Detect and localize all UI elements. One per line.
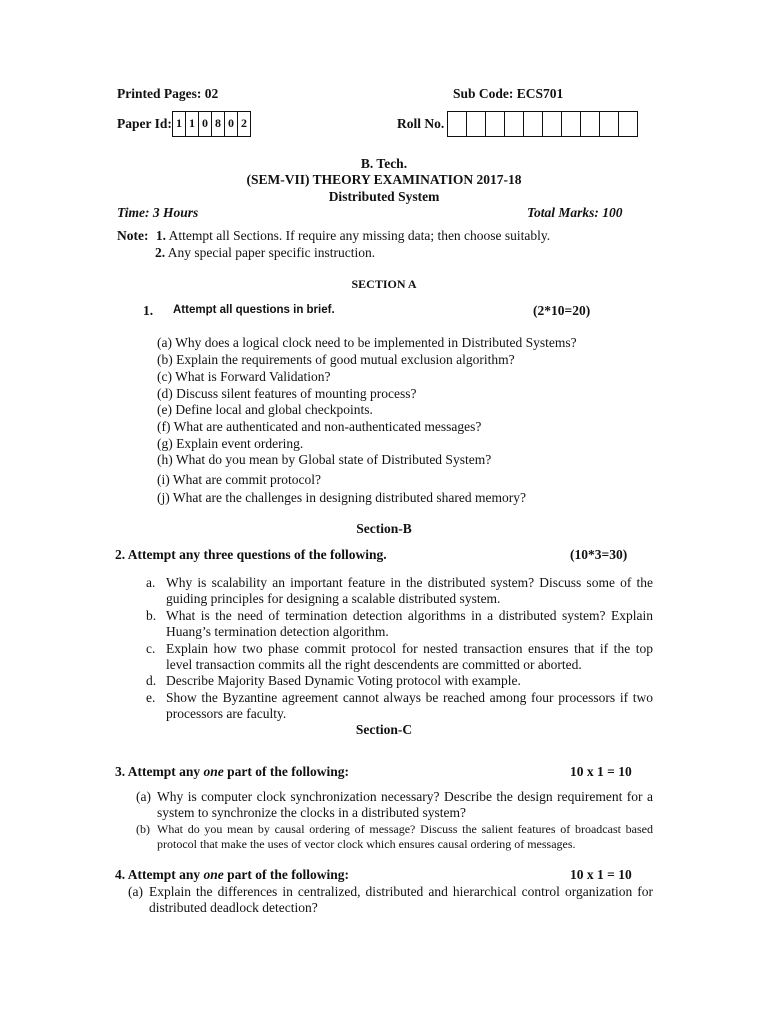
list-item: (h) What do you mean by Global state of Distributed System? <box>157 452 492 467</box>
roll-no-box[interactable] <box>505 111 524 137</box>
roll-no-box[interactable] <box>619 111 638 137</box>
roll-no-box[interactable] <box>543 111 562 137</box>
list-item: Explain how two phase commit protocol for nested transaction ensures that if the top level transaction commits all the right descendents are committed or aborted. <box>166 641 653 672</box>
roll-no-box[interactable] <box>581 111 600 137</box>
section-a-heading: SECTION A <box>351 277 417 291</box>
roll-no-box[interactable] <box>600 111 619 137</box>
list-item-label: (a) <box>136 789 151 804</box>
question-2-text: 2. Attempt any three questions of the following. <box>115 547 387 562</box>
exam-title: (SEM-VII) THEORY EXAMINATION 2017-18 <box>246 172 522 187</box>
roll-no-box[interactable] <box>562 111 581 137</box>
question-4-text <box>115 867 349 883</box>
list-item-label: e. <box>146 690 156 705</box>
list-item: (g) Explain event ordering. <box>157 436 304 451</box>
list-item-label: (a) <box>128 884 143 899</box>
question-4-marks: 10 x 1 = 10 <box>570 867 632 882</box>
list-item-label: (b) <box>136 822 150 836</box>
question-4-text-one: one <box>203 867 224 882</box>
question-4-text-pre: 4. Attempt any <box>115 867 204 882</box>
paper-id-digit: 0 <box>199 111 212 137</box>
note-2-num: 2. <box>155 245 166 260</box>
question-3-marks: 10 x 1 = 10 <box>570 764 632 779</box>
exam-time: Time: 3 Hours <box>117 205 199 220</box>
roll-no-box[interactable] <box>467 111 486 137</box>
list-item: Describe Majority Based Dynamic Voting protocol with example. <box>166 673 521 688</box>
roll-no-box[interactable] <box>486 111 505 137</box>
note-line-2 <box>155 245 375 261</box>
list-item: (d) Discuss silent features of mounting process? <box>157 386 417 401</box>
paper-id-digit: 0 <box>225 111 238 137</box>
paper-id-digit: 2 <box>238 111 251 137</box>
paper-id-digit: 1 <box>186 111 199 137</box>
question-1-marks: (2*10=20) <box>533 303 591 318</box>
list-item: What do you mean by causal ordering of message? Discuss the salient features of broadcast based protocol that make the uses of vector clock which ensures causal ordering of messages. <box>157 822 653 851</box>
question-3-text <box>115 764 349 780</box>
note-1-num: 1. <box>155 228 166 243</box>
roll-no-boxes[interactable] <box>447 111 638 137</box>
paper-id-digit: 1 <box>173 111 186 137</box>
list-item-label: c. <box>146 641 156 656</box>
question-3-text-one: one <box>203 764 224 779</box>
list-item: (a) Why does a logical clock need to be implemented in Distributed Systems? <box>157 335 577 350</box>
list-item: What is the need of termination detection algorithms in a distributed system? Explain Huang’s termination detection algorithm. <box>166 608 653 639</box>
question-4-text-post: part of the following: <box>223 867 349 882</box>
list-item: Why is computer clock synchronization necessary? Describe the design requirement for a system to synchronize the clocks in a distributed system? <box>157 789 653 820</box>
roll-no-box[interactable] <box>524 111 543 137</box>
note-label: Note: <box>117 228 149 243</box>
subject-title: Distributed System <box>328 189 440 204</box>
list-item: (j) What are the challenges in designing distributed shared memory? <box>157 490 527 505</box>
degree-title: B. Tech. <box>360 156 408 171</box>
paper-id-label: Paper Id: <box>117 116 172 131</box>
list-item: (c) What is Forward Validation? <box>157 369 331 384</box>
question-3-text-pre: 3. Attempt any <box>115 764 204 779</box>
list-item: (i) What are commit protocol? <box>157 472 321 487</box>
note-2-text: Any special paper specific instruction. <box>167 245 376 260</box>
paper-id-digit: 8 <box>212 111 225 137</box>
question-1-number: 1. <box>143 303 154 318</box>
list-item-label: b. <box>146 608 157 623</box>
list-item: (f) What are authenticated and non-authenticated messages? <box>157 419 482 434</box>
section-b-heading: Section-B <box>356 521 412 536</box>
sub-code: Sub Code: ECS701 <box>453 86 564 101</box>
question-3-text-post: part of the following: <box>223 764 349 779</box>
roll-no-label: Roll No. <box>397 116 445 131</box>
paper-id-boxes <box>172 111 251 137</box>
list-item-label: d. <box>146 673 157 688</box>
list-item: (b) Explain the requirements of good mutual exclusion algorithm? <box>157 352 515 367</box>
list-item: Why is scalability an important feature in the distributed system? Discuss some of the guiding principles for designing a scalable distributed system. <box>166 575 653 606</box>
section-c-heading: Section-C <box>355 722 413 737</box>
printed-pages: Printed Pages: 02 <box>117 86 219 101</box>
note-line-1 <box>117 228 550 244</box>
list-item: Explain the differences in centralized, distributed and hierarchical control organization for distributed deadlock detection? <box>149 884 653 915</box>
question-1-text: Attempt all questions in brief. <box>173 304 335 316</box>
list-item: Show the Byzantine agreement cannot always be reached among four processors if two processors are faculty. <box>166 690 653 721</box>
total-marks: Total Marks: 100 <box>527 205 623 220</box>
list-item-label: a. <box>146 575 156 590</box>
roll-no-box[interactable] <box>448 111 467 137</box>
note-1-text: Attempt all Sections. If require any missing data; then choose suitably. <box>168 228 551 243</box>
question-2-marks: (10*3=30) <box>570 547 628 562</box>
list-item: (e) Define local and global checkpoints. <box>157 402 373 417</box>
